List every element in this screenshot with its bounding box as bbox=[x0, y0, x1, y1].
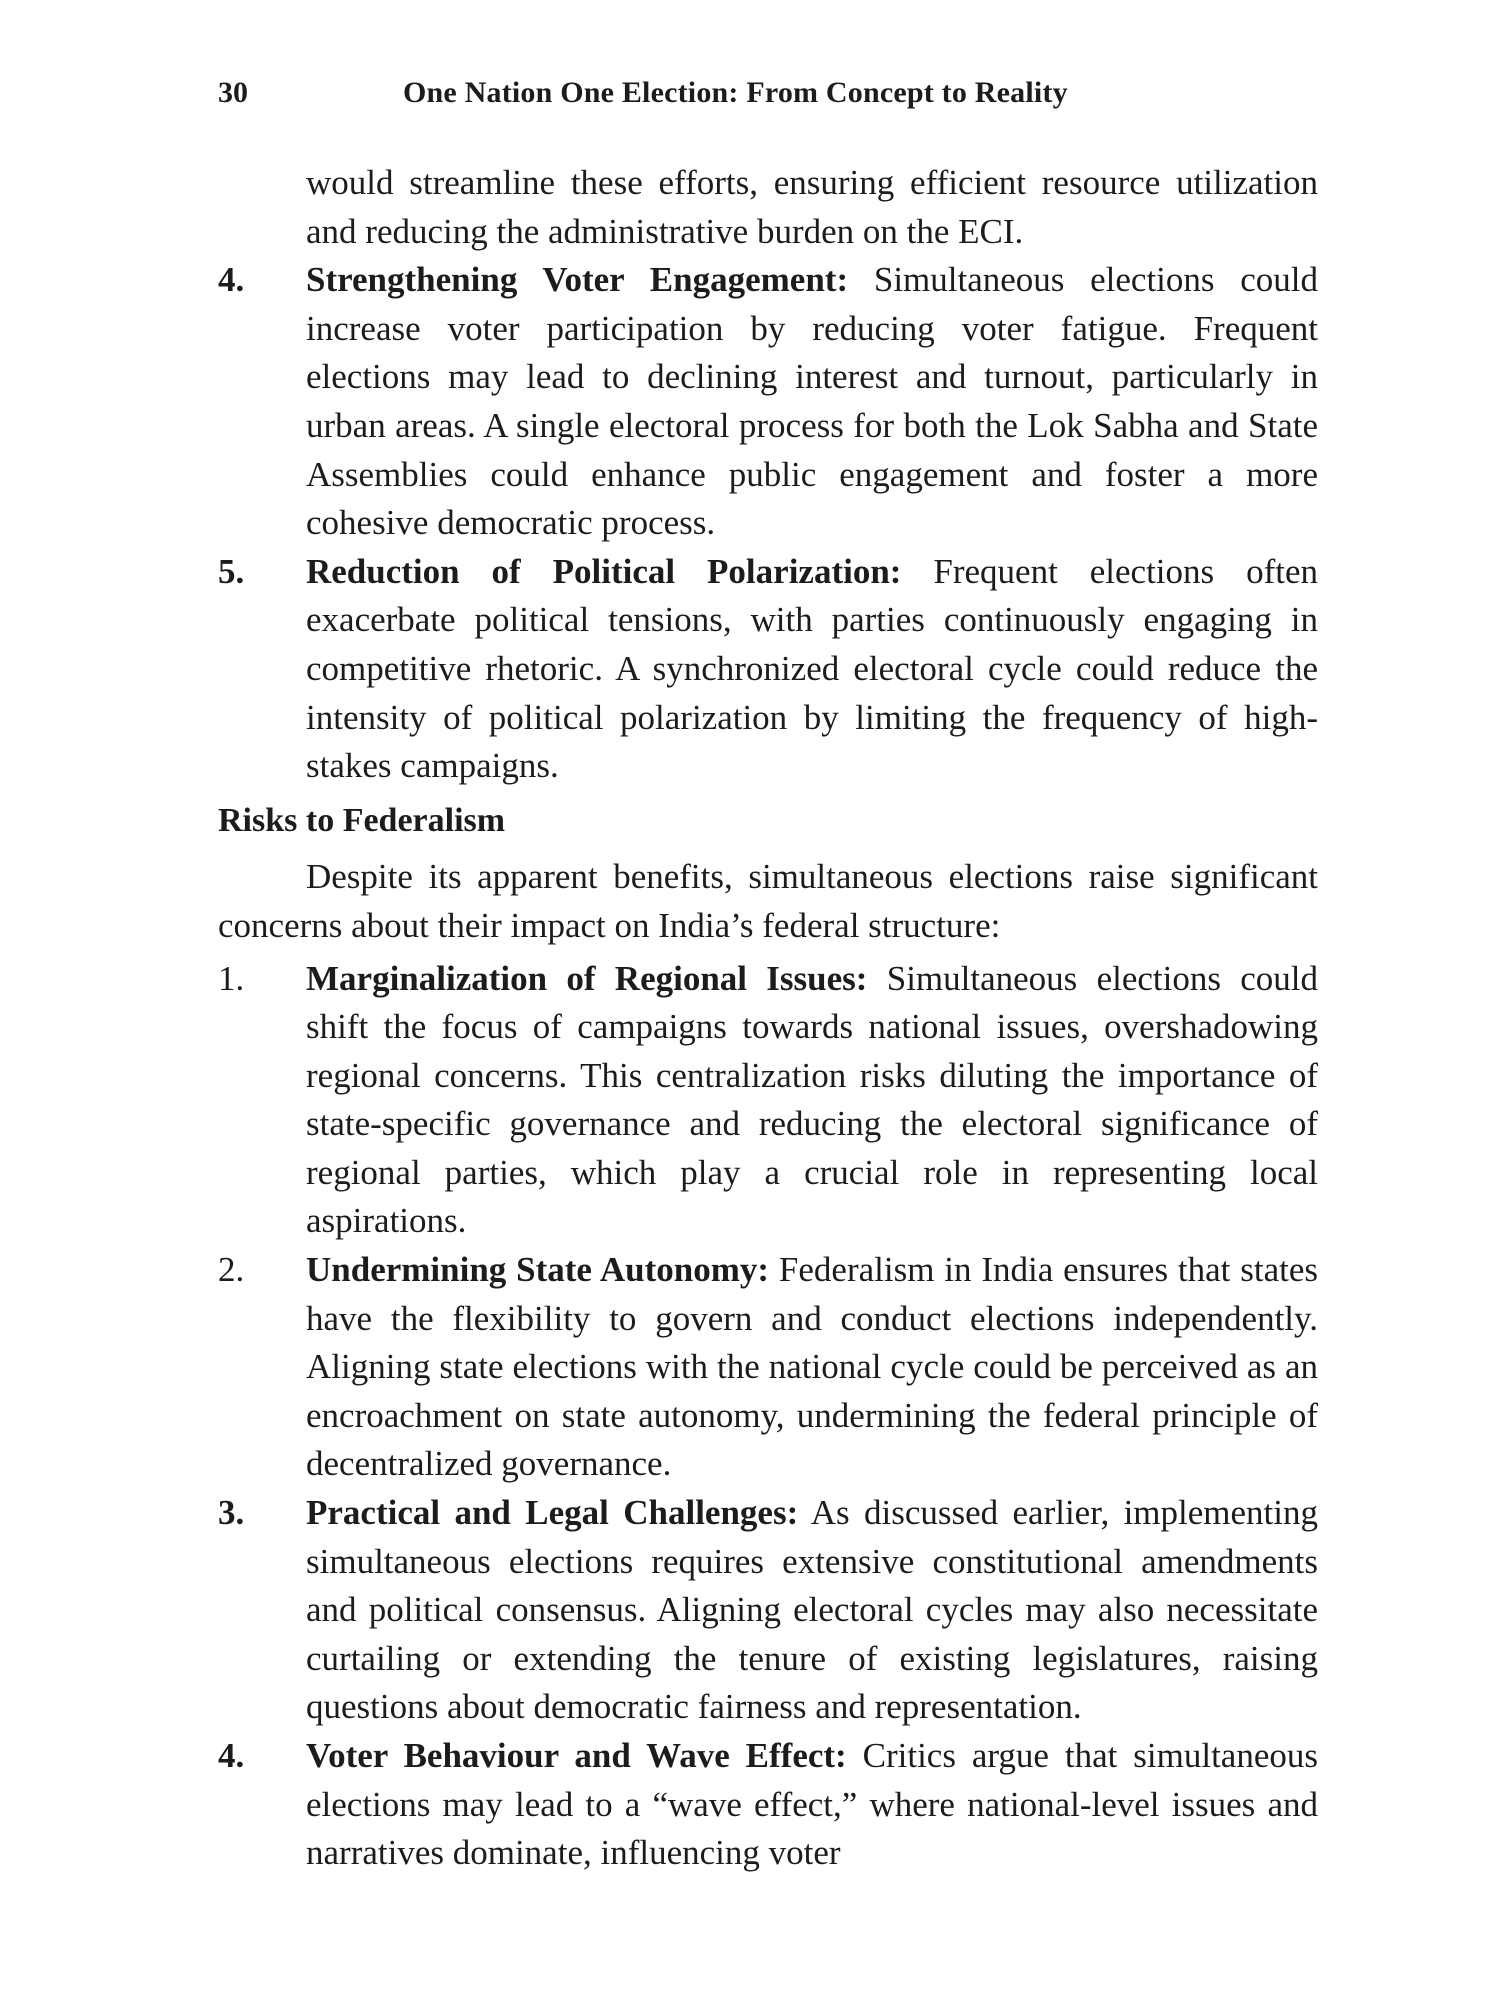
list-item-title: Reduction of Political Polarization: bbox=[306, 551, 902, 591]
continuation-paragraph: would streamline these efforts, ensuring efficient resource utilization and reducing the administrative burden on the ECI. bbox=[306, 163, 1318, 251]
list-item bbox=[218, 548, 1318, 791]
list-item-body bbox=[306, 1489, 1318, 1732]
list-item-title: Undermining State Autonomy: bbox=[306, 1250, 770, 1290]
list-item-number: 1. bbox=[218, 958, 245, 998]
list-item bbox=[218, 256, 1318, 548]
list-item-text: As discussed earlier, implementing simultaneous elections requires extensive constitutional amendments and political consensus. Aligning electoral cycles may also necessitate curtailing or extending the tenure of existing legislatures, raising questions about democratic fairness and representation. bbox=[306, 1493, 1318, 1727]
list-item-text: Critics argue that simultaneous elections may lead to a “wave effect,” where national-level issues and narratives dominate, influencing voter bbox=[306, 1736, 1318, 1873]
list-item-body bbox=[306, 256, 1318, 548]
page-number: 30 bbox=[218, 76, 248, 109]
list-item-body bbox=[306, 1732, 1318, 1878]
list-item-title: Voter Behaviour and Wave Effect: bbox=[306, 1736, 847, 1775]
section-heading: Risks to Federalism bbox=[218, 801, 506, 839]
page-header bbox=[218, 76, 1318, 116]
list-item-title: Marginalization of Regional Issues: bbox=[306, 958, 868, 998]
list-item-number: 2. bbox=[218, 1250, 245, 1290]
list-item bbox=[218, 1732, 1318, 1878]
page-body bbox=[218, 159, 1318, 1878]
list-item-number: 4. bbox=[218, 1736, 245, 1775]
list-item-body bbox=[306, 548, 1318, 791]
list-item-text: Simultaneous elections could increase voter participation by reducing voter fatigue. Frequent elections may lead to declining interest and turnout, particularly in urban areas. A single electoral process for both the Lok Sabha and State Assemblies could enhance public engagement and foster a more cohesive democratic process. bbox=[306, 260, 1319, 543]
list-item-text: Federalism in India ensures that states have the flexibility to govern and conduct elections independently. Aligning state elections with the national cycle could be perceived as an encroachment on state autonomy, undermining the federal principle of decentralized governance. bbox=[306, 1250, 1318, 1484]
list-item-title: Practical and Legal Challenges: bbox=[306, 1493, 799, 1533]
list-item bbox=[218, 955, 1318, 1247]
list-item bbox=[218, 1489, 1318, 1732]
list-item-number: 3. bbox=[218, 1493, 245, 1533]
running-title: One Nation One Election: From Concept to Reality bbox=[403, 76, 1068, 109]
list-item-text: Frequent elections often exacerbate political tensions, with parties continuously engaging in competitive rhetoric. A synchronized electoral cycle could reduce the intensity of political polarization by limiting the frequency of high-stakes campaigns. bbox=[306, 551, 1318, 786]
list-item-body bbox=[306, 955, 1318, 1247]
list-item bbox=[218, 1246, 1318, 1489]
list-item-title: Strengthening Voter Engagement: bbox=[306, 260, 849, 300]
list-item-body bbox=[306, 1246, 1318, 1489]
list-item-text: Simultaneous elections could shift the focus of campaigns towards national issues, overshadowing regional concerns. This centralization risks diluting the importance of state-specific governance and reducing the electoral significance of regional parties, which play a crucial role in representing local aspirations. bbox=[306, 958, 1318, 1241]
section-intro: Despite its apparent benefits, simultaneous elections raise significant concerns about their impact on India’s federal structure: bbox=[218, 857, 1318, 945]
list-item-number: 5. bbox=[218, 551, 245, 591]
list-item-number: 4. bbox=[218, 260, 245, 300]
